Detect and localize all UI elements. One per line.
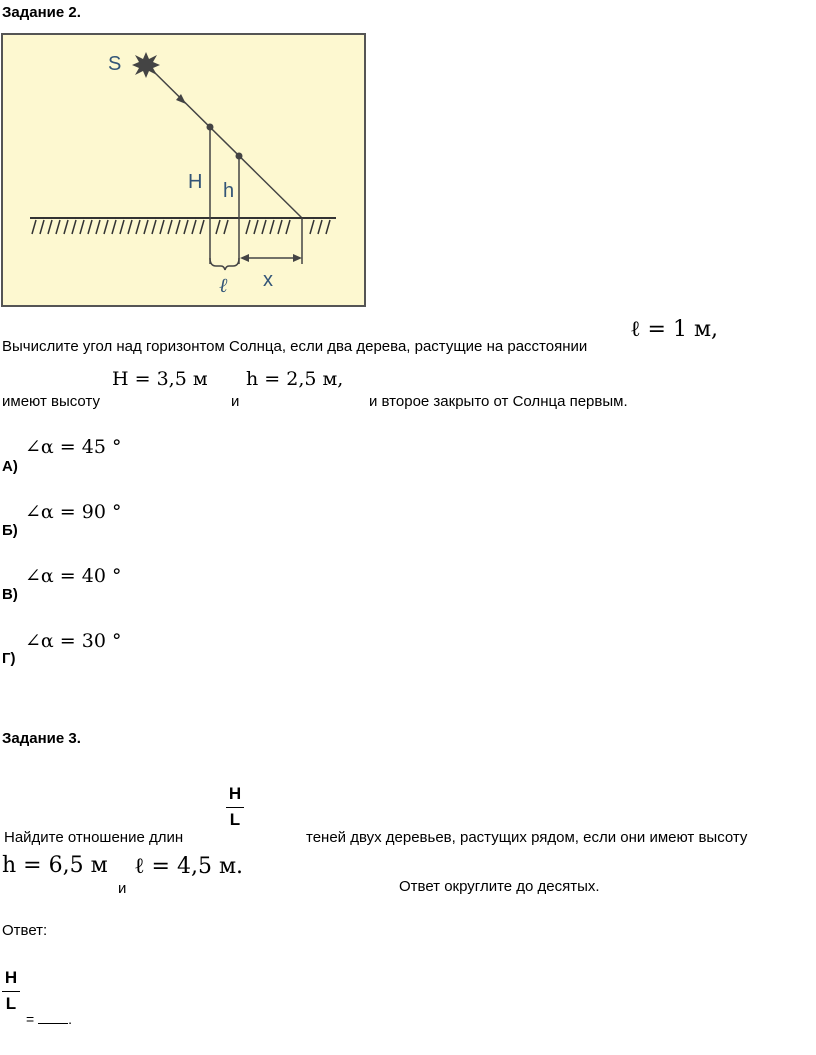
task3-title: Задание 3. <box>2 730 81 747</box>
task3-text-part1: Найдите отношение длин <box>4 829 184 846</box>
answer-denominator: L <box>5 994 17 1013</box>
ratio-numerator: H <box>228 784 242 803</box>
ratio-denominator: L <box>229 810 241 829</box>
task2-title: Задание 2. <box>2 4 81 21</box>
h-formula: h = 2,5 м, <box>246 368 344 390</box>
answer-line[interactable] <box>26 1011 72 1027</box>
question-part2: имеют высоту <box>2 393 100 410</box>
x-label: x <box>263 269 273 291</box>
round-instruction: Ответ округлите до десятых. <box>399 878 600 895</box>
answer-label: Ответ: <box>2 922 48 939</box>
task3-and-word: и <box>118 880 127 897</box>
question-part1: Вычислите угол над горизонтом Солнца, если два дерева, растущие на расстоянии <box>2 338 588 355</box>
H-formula: H = 3,5 м <box>112 368 208 390</box>
option-a-formula: ∠α = 45 ° <box>25 436 122 458</box>
sun-label: S <box>108 53 122 75</box>
option-c-label: В) <box>2 586 18 603</box>
answer-equals: = <box>26 1011 35 1027</box>
answer-numerator: H <box>4 968 18 987</box>
ratio-fraction <box>226 784 244 830</box>
l-formula: ℓ = 1 м, <box>630 317 719 342</box>
answer-end: . <box>68 1011 72 1027</box>
task3-text-part2: теней двух деревьев, растущих рядом, если они имеют высоту <box>306 829 748 846</box>
option-c-formula: ∠α = 40 ° <box>25 565 122 587</box>
l-label: ℓ <box>219 273 228 297</box>
option-d-label: Г) <box>2 650 16 667</box>
option-b-formula: ∠α = 90 ° <box>25 501 122 523</box>
h-label: h <box>223 180 235 202</box>
answer-blank[interactable] <box>38 1023 68 1024</box>
shadow-diagram <box>0 32 368 308</box>
answer-fraction <box>2 968 20 1014</box>
option-b-label: Б) <box>2 522 18 539</box>
and-word: и <box>231 393 240 410</box>
H-label: H <box>188 171 203 193</box>
question-part3: и второе закрыто от Солнца первым. <box>369 393 628 410</box>
task3-h-formula: h = 6,5 м <box>2 853 108 878</box>
task3-l-formula: ℓ = 4,5 м. <box>134 854 244 879</box>
option-a-label: А) <box>2 458 18 475</box>
option-d-formula: ∠α = 30 ° <box>25 630 122 652</box>
